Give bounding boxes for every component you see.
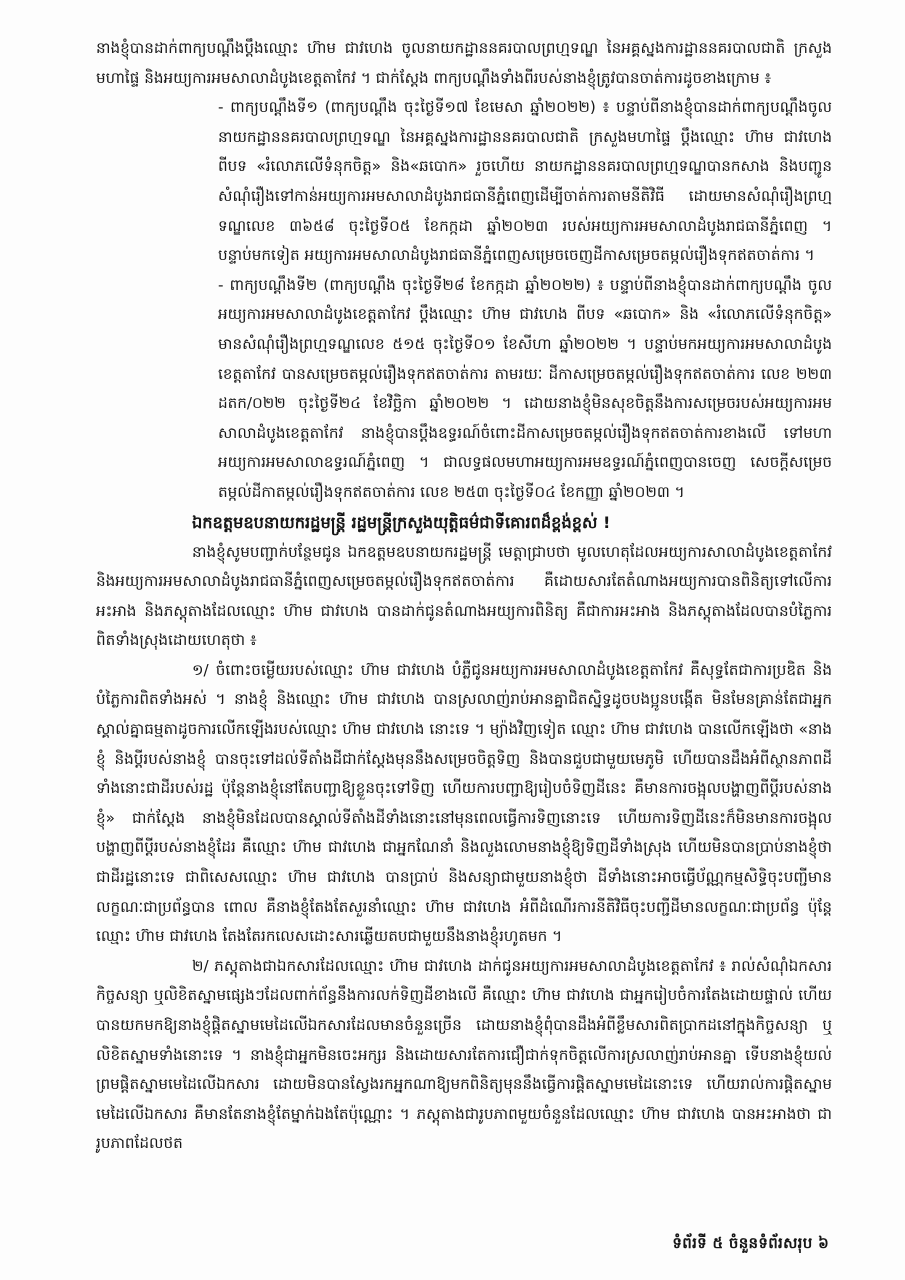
paragraph-explanation: នាងខ្ញុំសូមបញ្ជាក់បន្ថែមជូន ឯកឧត្តមឧបនាយករដ្ឋមន្ត្រី មេត្តាជ្រាបថា មូលហេតុដែលអយ្យការសាលាដំបូងខេត្តតាកែវ និងអយ្យការអមសាលាដំបូងរាជធានីភ្នំពេញសម្រេចតម្កល់រឿងទុកឥតចាត់ការ គឺដោយសារតែតំណាងអយ្យការបានពិនិត្យទៅលើការអះអាង និងភស្តុតាងដែលឈ្មោះ ហ៊ាម ជាវហេង បានដាក់ជូនតំណាងអយ្យការពិនិត្យ គឺជាការអះអាង និងភស្តុតាងដែលបានបំភ្លៃការពិតទាំងស្រុងដោយហេតុថា ៖ [96, 542, 832, 650]
point-2-paragraph: ២/ ភស្តុតាងជាឯកសារដែលឈ្មោះ ហ៊ាម ជាវហេង ដាក់ជូនអយ្យការអមសាលាដំបូងខេត្តតាកែវ ៖ រាល់សំណុំឯកសារកិច្ចសន្យា ឬលិខិតស្នាមផ្សេងៗដែលពាក់ព័ន្ធនឹងការលក់ទិញដីខាងលើ គឺឈ្មោះ ហ៊ាម ជាវហេង ជាអ្នករៀបចំការតែងដោយផ្ទាល់ ហើយបានយកមកឱ្យនាងខ្ញុំផ្តិតស្នាមមេដៃលើឯកសារដែលមានចំនួនច្រើន ដោយនាងខ្ញុំពុំបានដឹងអំពីខ្លឹមសារពិតប្រាកដនៅក្នុងកិច្ចសន្យា ឬលិខិតស្នាមទាំងនោះទេ ។ នាងខ្ញុំជាអ្នកមិនចេះអក្សរ និងដោយសារតែការជឿជាក់ទុកចិត្តលើការស្រលាញ់រាប់អានគ្នា ទើបនាងខ្ញុំយល់ព្រមផ្តិតស្នាមមេដៃលើឯកសារ ដោយមិនបានស្វែងរកអ្នកណាឱ្យមកពិនិត្យមុននឹងធ្វើការផ្តិតស្នាមមេដៃនោះទេ ហើយរាល់ការផ្តិតស្នាមមេដៃលើឯកសារ គឺមានតែនាងខ្ញុំតែម្នាក់ឯងតែប៉ុណ្ណោះ ។ ភស្តុតាងជារូបភាពមួយចំនួនដែលឈ្មោះ ហ៊ាម ជាវហេង បានអះអាងថា ជារូបភាពដែលថត [96, 956, 832, 1153]
paragraph-intro: នាងខ្ញុំបានដាក់ពាក្យបណ្ដឹងប្ដឹងឈ្មោះ ហ៊ាម ជាវហេង ចូលនាយកដ្ឋាននគរបាលព្រហ្មទណ្ឌ នៃអគ្គស្នងការដ្ឋាននគរបាលជាតិ ក្រសួងមហាផ្ទៃ និងអយ្យការអមសាលាដំបូងខេត្តតាកែវ ។ ជាក់ស្តែង ពាក្យបណ្ដឹងទាំងពីរបស់នាងខ្ញុំត្រូវបានចាត់ការដូចខាងក្រោម ៖ [96, 39, 832, 87]
complaint-list [214, 93, 832, 507]
complaint-item-2: - ពាក្យបណ្ដឹងទី២ (ពាក្យបណ្ដឹង ចុះថ្ងៃទី២៨ ខែកក្កដា ឆ្នាំ២០២២) ៖ បន្ទាប់ពីនាងខ្ញុំបានដាក់ពាក្យបណ្ដឹង ចូលអយ្យការអមសាលាដំបូងខេត្តតាកែវ ប្ដឹងឈ្មោះ ហ៊ាម ជាវហេង ពីបទ «ឆបោក» និង «រំលោភលើទំនុកចិត្ត» មានសំណុំរឿងព្រហ្មទណ្ឌលេខ ៥១៥ ចុះថ្ងៃទី០១ ខែសីហា ឆ្នាំ២០២២ ។ បន្ទាប់មកអយ្យការអមសាលាដំបូងខេត្តតាកែវ បានសម្រេចតម្កល់រឿងទុកឥតចាត់ការ តាមរយៈ ដីកាសម្រេចតម្កល់រឿងទុកឥតចាត់ការ លេខ ២២៣ ដតក/០២២ ចុះថ្ងៃទី២៤ ខែវិច្ឆិកា ឆ្នាំ២០២២ ។ ដោយនាងខ្ញុំមិនសុខចិត្តនឹងការសម្រេចរបស់អយ្យការអមសាលាដំបូងខេត្តតាកែវ នាងខ្ញុំបានប្ដឹងឧទ្ធរណ៍ចំពោះដីកាសម្រេចតម្កល់រឿងទុកឥតចាត់ការខាងលើ ទៅមហាអយ្យការអមសាលាឧទ្ធរណ៍ភ្នំពេញ ។ ជាលទ្ធផលមហាអយ្យការអមឧទ្ធរណ៍ភ្នំពេញបានចេញ សេចក្តីសម្រេចតម្កល់ដីកាតម្កល់រឿងទុកឥតចាត់ការ លេខ ២៥៣ ចុះថ្ងៃទី០៤ ខែកញ្ញា ឆ្នាំ២០២៣ ។ [218, 275, 832, 501]
point-1-paragraph: ១/ ចំពោះចម្លើយរបស់ឈ្មោះ ហ៊ាម ជាវហេង បំភ្លឺជូនអយ្យការអមសាលាដំបូងខេត្តតាកែវ គឺសុទ្ធតែជាការប្រឌិត និងបំភ្លៃការពិតទាំងអស់ ។ នាងខ្ញុំ និងឈ្មោះ ហ៊ាម ជាវហេង បានស្រលាញ់រាប់អានគ្នាជិតស្និទ្ធដូចបងប្អូនបង្កើត មិនមែនគ្រាន់តែជាអ្នកស្គាល់គ្នាធម្មតាដូចការលើកឡើងរបស់ឈ្មោះ ហ៊ាម ជាវហេង នោះទេ ។ ម្យ៉ាងវិញទៀត ឈ្មោះ ហ៊ាម ជាវហេង បានលើកឡើងថា «នាងខ្ញុំ និងប្ដីរបស់នាងខ្ញុំ បានចុះទៅដល់ទីតាំងដីជាក់ស្តែងមុននឹងសម្រេចចិត្តទិញ និងបានជួបជាមួយមេភូមិ ហើយបានដឹងអំពីស្ថានភាពដីទាំងនោះជាដីរបស់រដ្ឋ ប៉ុន្តែនាងខ្ញុំនៅតែបញ្ជាឱ្យខ្លួនចុះទៅទិញ ហើយការបញ្ជាឱ្យរៀបចំទិញដីនេះ គឺមានការចង្អុលបង្ហាញពីប្ដីរបស់នាងខ្ញុំ» ជាក់ស្តែង នាងខ្ញុំមិនដែលបានស្គាល់ទីតាំងដីទាំងនោះនៅមុនពេលធ្វើការទិញនោះទេ ហើយការទិញដីនេះក៏មិនមានការចង្អុលបង្ហាញពីប្ដីរបស់នាងខ្ញុំដែរ គឺឈ្មោះ ហ៊ាម ជាវហេង ជាអ្នកណែនាំ និងលួងលោមនាងខ្ញុំឱ្យទិញដីទាំងស្រុង ហើយមិនបានប្រាប់នាងខ្ញុំថាជាដីរដ្ឋនោះទេ ជាពិសេសឈ្មោះ ហ៊ាម ជាវហេង បានប្រាប់ និងសន្យាជាមួយនាងខ្ញុំថា ដីទាំងនោះអាចធ្វើប័ណ្ណកម្មសិទ្ធិចុះបញ្ជីមានលក្ខណៈជាប្រព័ន្ធបាន ពោល គឺនាងខ្ញុំតែងតែសួរនាំឈ្មោះ ហ៊ាម ជាវហេង អំពីដំណើរការនីតិវិធីចុះបញ្ជីដីមានលក្ខណៈជាប្រព័ន្ធ ប៉ុន្តែឈ្មោះ ហ៊ាម ជាវហេង តែងតែរកលេសដោះសារឆ្លើយតបជាមួយនឹងនាងខ្ញុំរហូតមក ។ [96, 660, 832, 946]
page-number: ទំព័រទី ៥ ចំនួនទំព័រសរុប ៦ [672, 1234, 829, 1252]
complaint-item-1: - ពាក្យបណ្ដឹងទី១ (ពាក្យបណ្ដឹង ចុះថ្ងៃទី១៧ ខែមេសា ឆ្នាំ២០២២) ៖ បន្ទាប់ពីនាងខ្ញុំបានដាក់ពាក្យបណ្ដឹងចូលនាយកដ្ឋាននគរបាលព្រហ្មទណ្ឌ នៃអគ្គស្នងការដ្ឋាននគរបាលជាតិ ក្រសួងមហាផ្ទៃ ប្ដឹងឈ្មោះ ហ៊ាម ជាវហេង ពីបទ «រំលោភលើទំនុកចិត្ត» និង«ឆបោក» រួចហើយ នាយកដ្ឋាននគរបាលព្រហ្មទណ្ឌបានកសាង និងបញ្ជូនសំណុំរឿងទៅកាន់អយ្យការអមសាលាដំបូងរាជធានីភ្នំពេញដើម្បីចាត់ការតាមនីតិវិធី ដោយមានសំណុំរឿងព្រហ្មទណ្ឌលេខ ៣៦៥៨ ចុះថ្ងៃទី០៥ ខែកក្កដា ឆ្នាំ២០២៣ របស់អយ្យការអមសាលាដំបូងរាជធានីភ្នំពេញ ។ បន្ទាប់មកទៀត អយ្យការអមសាលាដំបូងរាជធានីភ្នំពេញសម្រេចចេញដីកាសម្រេចតម្កល់រឿងទុកឥតចាត់ការ ។ [218, 98, 832, 265]
salutation-heading: ឯកឧត្តមឧបនាយករដ្ឋមន្ត្រី រដ្ឋមន្ត្រីក្រសួងយុត្តិធម៌ជាទីគោរពដ៏ខ្ពង់ខ្ពស់ ! [192, 512, 611, 532]
document-body [96, 34, 832, 1159]
